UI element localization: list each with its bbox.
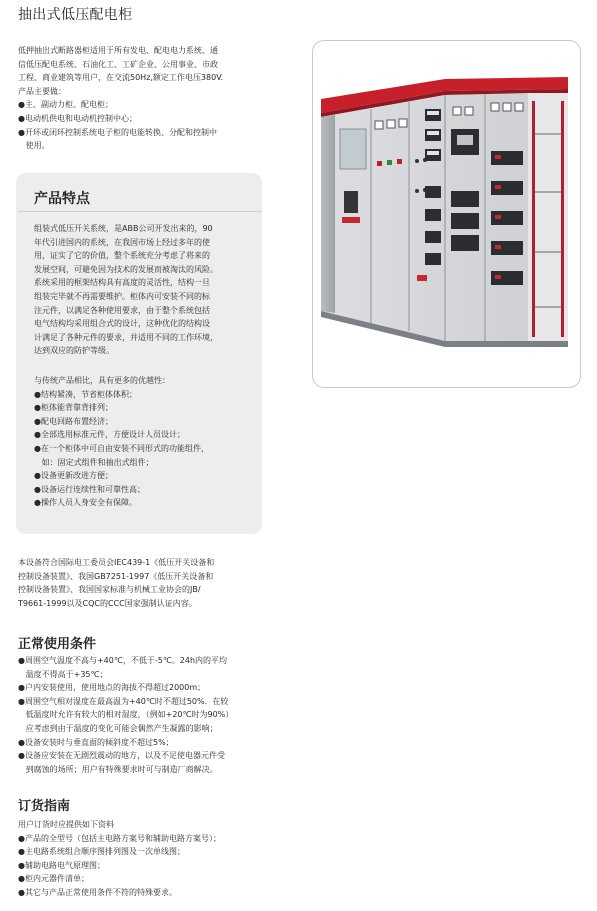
conditions-title: 正常使用条件	[18, 637, 97, 652]
conditions-list: ●周围空气温度不高与+40℃，不低于-5℃。24h内的平均 温度不得高于+35℃； ●户内安装使用，使用地点的海拔不得超过2000m； ●周围空气相对湿度在最高温为+40℃时不超过50%. 在较 低温度时允许有较大的相对湿度，（例如+20℃时为90%） 应考虑到由于温度的变化可能会偶然产生凝露的影响； ●设备安装时与垂直面的倾斜度不超过5%； ●设备应安装在无剧烈震动的地方，以及不足使电器元件受 到腐蚀的场所；用户有特殊要求时可与制造厂商解决。	[18, 656, 234, 774]
ordering-title: 订货指南	[18, 799, 71, 814]
features-divider	[18, 211, 262, 212]
product-photo-frame	[312, 40, 581, 388]
page-title: 抽出式低压配电柜	[18, 7, 133, 23]
features-body: 组装式低压开关系统，是ABB公司开发出来的，90 年代引进国内的系统，在我国市场上经过多年的使 用，证实了它的价值，整个系统充分考虑了将来的 发展空间，可避免因为技术的发展而被淘汰的风险。 系统采用的框架结构具有高度的灵活性，结构一旦 组装完毕就不再需要维护。柜体内可安装不同的标 注元件，以满足各种使用要求，由于整个系统包括 电气结构均采用组合式的设计，这种优化的结构设 计满足了各种元件的要求，并适用不同的工作环境， 达到双应的防护等级。	[34, 224, 218, 356]
ordering-list: 用户订货时应提供如下资料 ●产品的全型号（包括主电路方案号和辅助电路方案号）； ●主电路系统组合顺序图排列图及一次单线图； ●辅助电路电气原理图； ●柜内元器件清单； ●其它与产品正常使用条件不符的特殊要求。	[18, 820, 221, 897]
features-title: 产品特点	[34, 191, 90, 207]
advantages-list: 与传统产品相比，具有更多的优越性： ●结构紧凑，节省柜体体积； ●柜体能背靠背排列； ●配电回路布置经济； ●全部选用标准元件，方便设计人员设计； ●在一个柜体中可自由安装不同形式的功能组件， 如：固定式组件和抽出式组件； ●设备更新改进方便； ●设备运行连续性和可靠性高； ●操作人员人身安全有保障。	[34, 376, 209, 508]
intro-paragraph: 低押抽出式断路器柜适用于所有发电、配电电力系统、通 信低压配电系统、石油化工、工矿企业、公用事业、市政 工程、商业建筑等用户，在交流50Hz,额定工作电压380V. 产品主要做： ●主、副动力柜、配电柜； ●电动机供电和电动机控制中心； ●开环或闭环控制系统电子柜的电能转换、分配和控制中 使用。	[18, 46, 224, 151]
switchgear-cabinet-image	[313, 41, 580, 387]
standards-paragraph: 本设备符合国际电工委员会IEC439-1《低压开关设备和 控制设备装置》、我国GB7251-1997《低压开关设备和 控制设备装置》、我国国家标准与机械工业协会的JB/ T9661-1999以及CQC的CCC国家强制认证内容。	[18, 558, 215, 608]
